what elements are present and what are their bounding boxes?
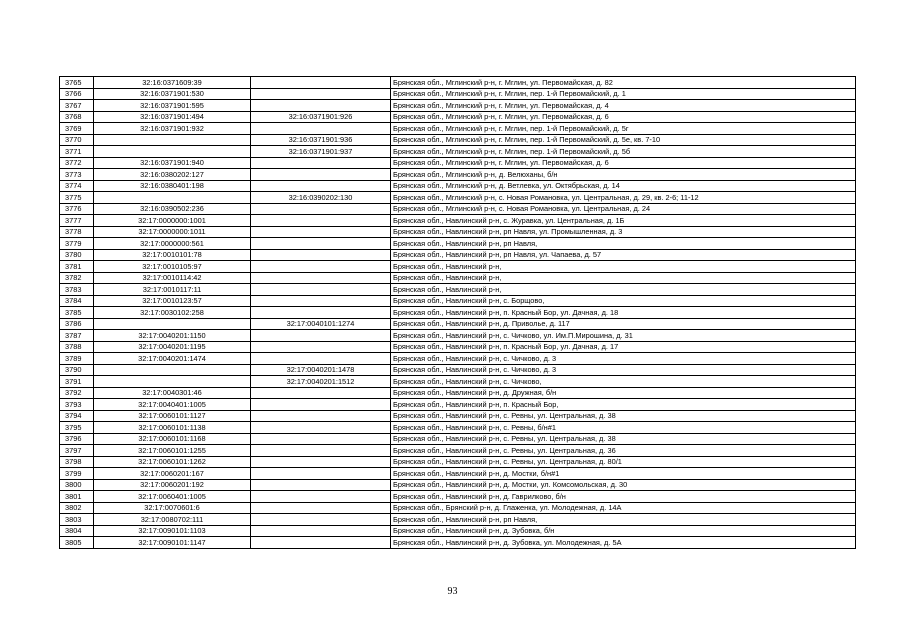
table-row [60, 134, 856, 146]
related-cadastral-number-cell [251, 433, 391, 445]
address-cell: Брянская обл., Навлинский р-н, п. Красный Бор, [391, 399, 856, 411]
table-row [60, 376, 856, 388]
table-row [60, 353, 856, 365]
row-number-cell: 3775 [60, 192, 94, 204]
cadastral-number-cell: 32:16:0371901:595 [94, 100, 251, 112]
address-cell: Брянская обл., Навлинский р-н, с. Ревны, ул. Центральная, д. 38 [391, 410, 856, 422]
related-cadastral-number-cell [251, 157, 391, 169]
row-number-cell: 3778 [60, 226, 94, 238]
table-row [60, 100, 856, 112]
address-cell: Брянская обл., Навлинский р-н, с. Чичково, [391, 376, 856, 388]
table-row [60, 445, 856, 457]
row-number-cell: 3785 [60, 307, 94, 319]
address-cell: Брянская обл., Мглинский р-н, г. Мглин, пер. 1-й Первомайский, д. 5е, кв. 7-10 [391, 134, 856, 146]
cadastral-number-cell: 32:17:0030102:258 [94, 307, 251, 319]
cadastral-number-cell: 32:17:0080702:111 [94, 514, 251, 526]
table-row [60, 88, 856, 100]
cadastral-number-cell: 32:17:0040201:1474 [94, 353, 251, 365]
related-cadastral-number-cell [251, 238, 391, 250]
cadastral-number-cell: 32:17:0060101:1168 [94, 433, 251, 445]
row-number-cell: 3799 [60, 468, 94, 480]
table-row [60, 422, 856, 434]
address-cell: Брянская обл., Навлинский р-н, с. Ревны, б/н#1 [391, 422, 856, 434]
row-number-cell: 3777 [60, 215, 94, 227]
related-cadastral-number-cell [251, 330, 391, 342]
cadastral-number-cell [94, 192, 251, 204]
address-cell: Брянская обл., Мглинский р-н, г. Мглин, ул. Первомайская, д. 6 [391, 111, 856, 123]
related-cadastral-number-cell: 32:16:0371901:926 [251, 111, 391, 123]
related-cadastral-number-cell [251, 100, 391, 112]
cadastral-number-cell: 32:17:0090101:1103 [94, 525, 251, 537]
row-number-cell: 3801 [60, 491, 94, 503]
table-row [60, 157, 856, 169]
related-cadastral-number-cell [251, 88, 391, 100]
cadastral-number-cell: 32:17:0070601:6 [94, 502, 251, 514]
table-row [60, 146, 856, 158]
cadastral-number-cell: 32:17:0010105:97 [94, 261, 251, 273]
cadastral-number-cell: 32:16:0371901:932 [94, 123, 251, 135]
address-cell: Брянская обл., Навлинский р-н, д. Приволье, д. 117 [391, 318, 856, 330]
related-cadastral-number-cell: 32:16:0371901:936 [251, 134, 391, 146]
row-number-cell: 3765 [60, 77, 94, 89]
table-row [60, 284, 856, 296]
row-number-cell: 3770 [60, 134, 94, 146]
table-row [60, 169, 856, 181]
related-cadastral-number-cell [251, 525, 391, 537]
row-number-cell: 3787 [60, 330, 94, 342]
related-cadastral-number-cell [251, 295, 391, 307]
address-cell: Брянская обл., Навлинский р-н, д. Мостки, б/н#1 [391, 468, 856, 480]
cadastral-number-cell: 32:17:0060101:1127 [94, 410, 251, 422]
row-number-cell: 3781 [60, 261, 94, 273]
address-cell: Брянская обл., Навлинский р-н, [391, 272, 856, 284]
row-number-cell: 3788 [60, 341, 94, 353]
table-row [60, 226, 856, 238]
address-cell: Брянская обл., Навлинский р-н, д. Зубовка, ул. Молодежная, д. 5А [391, 537, 856, 549]
table-row [60, 249, 856, 261]
address-cell: Брянская обл., Брянский р-н, д. Глаженка, ул. Молодежная, д. 14А [391, 502, 856, 514]
cadastral-number-cell [94, 146, 251, 158]
table-row [60, 399, 856, 411]
related-cadastral-number-cell [251, 479, 391, 491]
cadastral-number-cell: 32:17:0060101:1255 [94, 445, 251, 457]
related-cadastral-number-cell [251, 387, 391, 399]
table-row [60, 387, 856, 399]
page-number: 93 [447, 586, 458, 597]
related-cadastral-number-cell [251, 491, 391, 503]
table-row [60, 514, 856, 526]
address-cell: Брянская обл., Навлинский р-н, п. Красный Бор, ул. Дачная, д. 18 [391, 307, 856, 319]
related-cadastral-number-cell [251, 445, 391, 457]
cadastral-number-cell: 32:17:0010114:42 [94, 272, 251, 284]
row-number-cell: 3792 [60, 387, 94, 399]
address-cell: Брянская обл., Мглинский р-н, г. Мглин, пер. 1-й Первомайский, д. 1 [391, 88, 856, 100]
cadastral-number-cell: 32:16:0380202:127 [94, 169, 251, 181]
address-cell: Брянская обл., Мглинский р-н, г. Мглин, ул. Первомайская, д. 6 [391, 157, 856, 169]
row-number-cell: 3783 [60, 284, 94, 296]
related-cadastral-number-cell: 32:17:0040201:1512 [251, 376, 391, 388]
row-number-cell: 3769 [60, 123, 94, 135]
table-row [60, 318, 856, 330]
address-cell: Брянская обл., Навлинский р-н, с. Чичково, д. 3 [391, 353, 856, 365]
related-cadastral-number-cell [251, 307, 391, 319]
related-cadastral-number-cell: 32:16:0371901:937 [251, 146, 391, 158]
cadastral-number-cell: 32:17:0010117:11 [94, 284, 251, 296]
address-cell: Брянская обл., Навлинский р-н, д. Дружная, б/н [391, 387, 856, 399]
cadastral-number-cell [94, 364, 251, 376]
table-row [60, 330, 856, 342]
cadastral-number-cell [94, 318, 251, 330]
address-cell: Брянская обл., Мглинский р-н, с. Новая Романовка, ул. Центральная, д. 29, кв. 2-6; 11-12 [391, 192, 856, 204]
related-cadastral-number-cell [251, 468, 391, 480]
address-cell: Брянская обл., Навлинский р-н, рп Навля, ул. Чапаева, д. 57 [391, 249, 856, 261]
cadastral-number-cell: 32:17:0060101:1262 [94, 456, 251, 468]
row-number-cell: 3794 [60, 410, 94, 422]
address-cell: Брянская обл., Навлинский р-н, с. Борщово, [391, 295, 856, 307]
cadastral-number-cell: 32:16:0371901:530 [94, 88, 251, 100]
row-number-cell: 3772 [60, 157, 94, 169]
row-number-cell: 3796 [60, 433, 94, 445]
table-row [60, 364, 856, 376]
related-cadastral-number-cell [251, 341, 391, 353]
address-cell: Брянская обл., Мглинский р-н, г. Мглин, ул. Первомайская, д. 82 [391, 77, 856, 89]
address-cell: Брянская обл., Навлинский р-н, с. Ревны, ул. Центральная, д. 80/1 [391, 456, 856, 468]
row-number-cell: 3774 [60, 180, 94, 192]
address-cell: Брянская обл., Навлинский р-н, [391, 284, 856, 296]
cadastral-number-cell: 32:17:0090101:1147 [94, 537, 251, 549]
related-cadastral-number-cell [251, 261, 391, 273]
table-row [60, 272, 856, 284]
row-number-cell: 3804 [60, 525, 94, 537]
row-number-cell: 3803 [60, 514, 94, 526]
cadastral-number-cell: 32:16:0390502:236 [94, 203, 251, 215]
row-number-cell: 3768 [60, 111, 94, 123]
table-row [60, 192, 856, 204]
related-cadastral-number-cell [251, 77, 391, 89]
table-row [60, 479, 856, 491]
address-cell: Брянская обл., Мглинский р-н, г. Мглин, пер. 1-й Первомайский, д. 5г [391, 123, 856, 135]
cadastral-number-cell: 32:17:0040301:46 [94, 387, 251, 399]
address-cell: Брянская обл., Навлинский р-н, д. Зубовка, б/н [391, 525, 856, 537]
table-row [60, 238, 856, 250]
row-number-cell: 3797 [60, 445, 94, 457]
address-cell: Брянская обл., Навлинский р-н, п. Красный Бор, ул. Дачная, д. 17 [391, 341, 856, 353]
row-number-cell: 3767 [60, 100, 94, 112]
table-row [60, 111, 856, 123]
related-cadastral-number-cell [251, 410, 391, 422]
row-number-cell: 3779 [60, 238, 94, 250]
cadastral-number-cell: 32:17:0040201:1150 [94, 330, 251, 342]
row-number-cell: 3784 [60, 295, 94, 307]
address-cell: Брянская обл., Навлинский р-н, [391, 261, 856, 273]
related-cadastral-number-cell: 32:17:0040201:1478 [251, 364, 391, 376]
row-number-cell: 3776 [60, 203, 94, 215]
cadastral-number-cell [94, 376, 251, 388]
row-number-cell: 3798 [60, 456, 94, 468]
row-number-cell: 3786 [60, 318, 94, 330]
table-row [60, 433, 856, 445]
row-number-cell: 3790 [60, 364, 94, 376]
address-cell: Брянская обл., Навлинский р-н, рп Навля, [391, 238, 856, 250]
cadastral-number-cell: 32:17:0010123:57 [94, 295, 251, 307]
table-row [60, 215, 856, 227]
table-row [60, 203, 856, 215]
address-cell: Брянская обл., Навлинский р-н, с. Ревны, ул. Центральная, д. 38 [391, 433, 856, 445]
cadastral-number-cell: 32:17:0000000:1011 [94, 226, 251, 238]
related-cadastral-number-cell [251, 226, 391, 238]
table-row [60, 456, 856, 468]
related-cadastral-number-cell [251, 456, 391, 468]
address-cell: Брянская обл., Навлинский р-н, с. Чичково, д. 3 [391, 364, 856, 376]
table-row [60, 491, 856, 503]
cadastral-number-cell [94, 134, 251, 146]
row-number-cell: 3766 [60, 88, 94, 100]
related-cadastral-number-cell [251, 502, 391, 514]
cadastral-number-cell: 32:17:0040201:1195 [94, 341, 251, 353]
table-row [60, 307, 856, 319]
address-cell: Брянская обл., Навлинский р-н, с. Журавка, ул. Центральная, д. 1Б [391, 215, 856, 227]
related-cadastral-number-cell [251, 284, 391, 296]
address-cell: Брянская обл., Навлинский р-н, рп Навля, ул. Промышленная, д. 3 [391, 226, 856, 238]
related-cadastral-number-cell [251, 123, 391, 135]
address-cell: Брянская обл., Навлинский р-н, с. Ревны, ул. Центральная, д. 36 [391, 445, 856, 457]
cadastral-number-cell: 32:16:0371901:494 [94, 111, 251, 123]
row-number-cell: 3782 [60, 272, 94, 284]
table-row [60, 468, 856, 480]
row-number-cell: 3795 [60, 422, 94, 434]
table-row [60, 123, 856, 135]
table-row [60, 180, 856, 192]
address-cell: Брянская обл., Навлинский р-н, д. Мостки, ул. Комсомольская, д. 30 [391, 479, 856, 491]
related-cadastral-number-cell [251, 514, 391, 526]
related-cadastral-number-cell [251, 537, 391, 549]
cadastral-number-cell: 32:17:0000000:1001 [94, 215, 251, 227]
address-cell: Брянская обл., Мглинский р-н, д. Ветлевка, ул. Октябрьская, д. 14 [391, 180, 856, 192]
cadastral-number-cell: 32:17:0060201:192 [94, 479, 251, 491]
cadastral-number-cell: 32:17:0060201:167 [94, 468, 251, 480]
address-cell: Брянская обл., Мглинский р-н, г. Мглин, пер. 1-й Первомайский, д. 5б [391, 146, 856, 158]
address-cell: Брянская обл., Мглинский р-н, с. Новая Романовка, ул. Центральная, д. 24 [391, 203, 856, 215]
table-row [60, 77, 856, 89]
row-number-cell: 3791 [60, 376, 94, 388]
address-cell: Брянская обл., Навлинский р-н, с. Чичково, ул. Им.П.Мирошина, д. 31 [391, 330, 856, 342]
address-cell: Брянская обл., Мглинский р-н, д. Велюханы, б/н [391, 169, 856, 181]
table-row [60, 295, 856, 307]
related-cadastral-number-cell: 32:16:0390202:130 [251, 192, 391, 204]
cadastral-number-cell: 32:17:0000000:561 [94, 238, 251, 250]
row-number-cell: 3773 [60, 169, 94, 181]
cadastral-number-cell: 32:17:0060401:1005 [94, 491, 251, 503]
table-body [60, 77, 856, 549]
table-row [60, 410, 856, 422]
row-number-cell: 3805 [60, 537, 94, 549]
related-cadastral-number-cell [251, 203, 391, 215]
row-number-cell: 3780 [60, 249, 94, 261]
related-cadastral-number-cell [251, 272, 391, 284]
address-cell: Брянская обл., Навлинский р-н, д. Гаврилково, б/н [391, 491, 856, 503]
cadastral-number-cell: 32:17:0060101:1138 [94, 422, 251, 434]
row-number-cell: 3800 [60, 479, 94, 491]
address-cell: Брянская обл., Навлинский р-н, рп Навля, [391, 514, 856, 526]
row-number-cell: 3802 [60, 502, 94, 514]
table-row [60, 261, 856, 273]
cadastral-table [59, 76, 856, 549]
row-number-cell: 3771 [60, 146, 94, 158]
related-cadastral-number-cell [251, 249, 391, 261]
cadastral-number-cell: 32:17:0010101:78 [94, 249, 251, 261]
table-row [60, 537, 856, 549]
related-cadastral-number-cell: 32:17:0040101:1274 [251, 318, 391, 330]
row-number-cell: 3789 [60, 353, 94, 365]
cadastral-number-cell: 32:16:0380401:198 [94, 180, 251, 192]
table-row [60, 341, 856, 353]
address-cell: Брянская обл., Мглинский р-н, г. Мглин, ул. Первомайская, д. 4 [391, 100, 856, 112]
cadastral-number-cell: 32:16:0371609:39 [94, 77, 251, 89]
related-cadastral-number-cell [251, 180, 391, 192]
related-cadastral-number-cell [251, 169, 391, 181]
cadastral-number-cell: 32:16:0371901:940 [94, 157, 251, 169]
related-cadastral-number-cell [251, 353, 391, 365]
table-row [60, 525, 856, 537]
table-row [60, 502, 856, 514]
row-number-cell: 3793 [60, 399, 94, 411]
related-cadastral-number-cell [251, 399, 391, 411]
cadastral-number-cell: 32:17:0040401:1005 [94, 399, 251, 411]
related-cadastral-number-cell [251, 422, 391, 434]
related-cadastral-number-cell [251, 215, 391, 227]
